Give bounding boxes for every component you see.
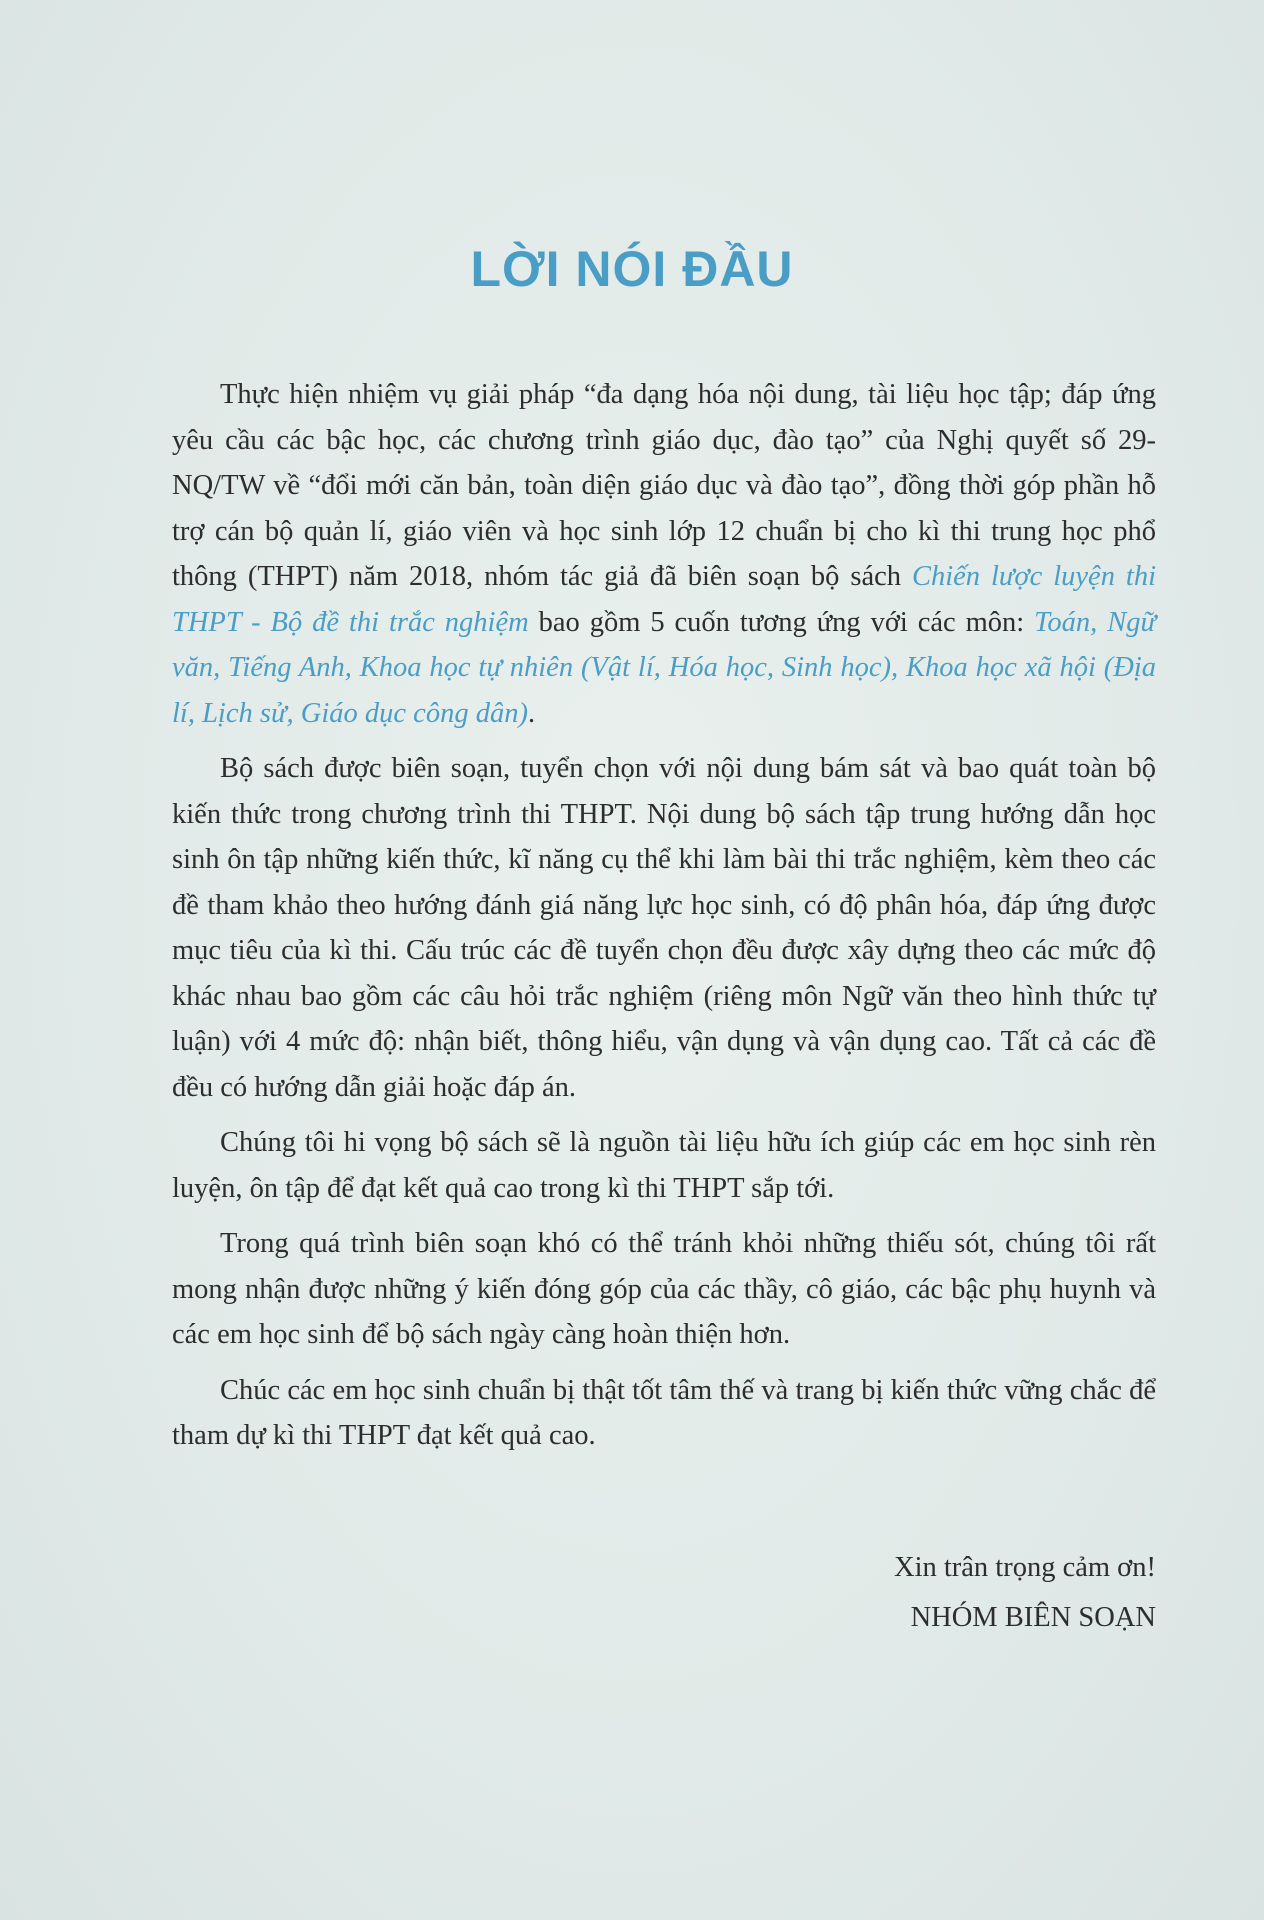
preface-body	[172, 372, 1156, 1469]
paragraph-1-part-a: Thực hiện nhiệm vụ giải pháp “đa dạng hóa nội dung, tài liệu học tập; đáp ứng yêu cầu các bậc học, các chương trình giáo dục, đào tạo” của Nghị quyết số 29-NQ/TW về “đổi mới căn bản, toàn diện giáo dục và đào tạo”, đồng thời góp phần hỗ trợ cán bộ quản lí, giáo viên và học sinh lớp 12 chuẩn bị cho kì thi trung học phổ thông (THPT) năm 2018, nhóm tác giả đã biên soạn bộ sách	[172, 379, 1156, 592]
paragraph-2: Bộ sách được biên soạn, tuyển chọn với nội dung bám sát và bao quát toàn bộ kiến thức trong chương trình thi THPT. Nội dung bộ sách tập trung hướng dẫn học sinh ôn tập những kiến thức, kĩ năng cụ thể khi làm bài thi trắc nghiệm, kèm theo các đề tham khảo theo hướng đánh giá năng lực học sinh, có độ phân hóa, đáp ứng được mục tiêu của kì thi. Cấu trúc các đề tuyển chọn đều được xây dựng theo các mức độ khác nhau bao gồm các câu hỏi trắc nghiệm (riêng môn Ngữ văn theo hình thức tự luận) với 4 mức độ: nhận biết, thông hiểu, vận dụng và vận dụng cao. Tất cả các đề đều có hướng dẫn giải hoặc đáp án.	[172, 753, 1156, 1103]
subject-list: Toán, Ngữ văn, Tiếng Anh, Khoa học tự nhiên (Vật lí, Hóa học, Sinh học), Khoa học xã hội (Địa lí, Lịch sử, Giáo dục công dân)	[172, 606, 1156, 729]
page-title: LỜI NÓI ĐẦU	[470, 241, 794, 297]
paragraph-1-part-c: .	[527, 697, 536, 729]
paragraph-1-part-b: bao gồm 5 cuốn tương ứng với các môn:	[528, 606, 1035, 638]
paragraph-1	[172, 372, 1156, 736]
paragraph-4: Trong quá trình biên soạn khó có thể tránh khỏi những thiếu sót, chúng tôi rất mong nhận được những ý kiến đóng góp của các thầy, cô giáo, các bậc phụ huynh và các em học sinh để bộ sách ngày càng hoàn thiện hơn.	[172, 1228, 1156, 1350]
series-title: Chiến lược luyện thi THPT - Bộ đề thi trắc nghiệm	[172, 561, 1156, 638]
author-signature: NHÓM BIÊN SOẠN	[910, 1602, 1156, 1633]
paragraph-5: Chúc các em học sinh chuẩn bị thật tốt tâm thế và trang bị kiến thức vững chắc để tham dự kì thi THPT đạt kết quả cao.	[172, 1374, 1156, 1451]
paragraph-3: Chúng tôi hi vọng bộ sách sẽ là nguồn tài liệu hữu ích giúp các em học sinh rèn luyện, ôn tập để đạt kết quả cao trong kì thi THPT sắp tới.	[172, 1127, 1156, 1204]
closing-thanks: Xin trân trọng cảm ơn!	[894, 1552, 1156, 1583]
